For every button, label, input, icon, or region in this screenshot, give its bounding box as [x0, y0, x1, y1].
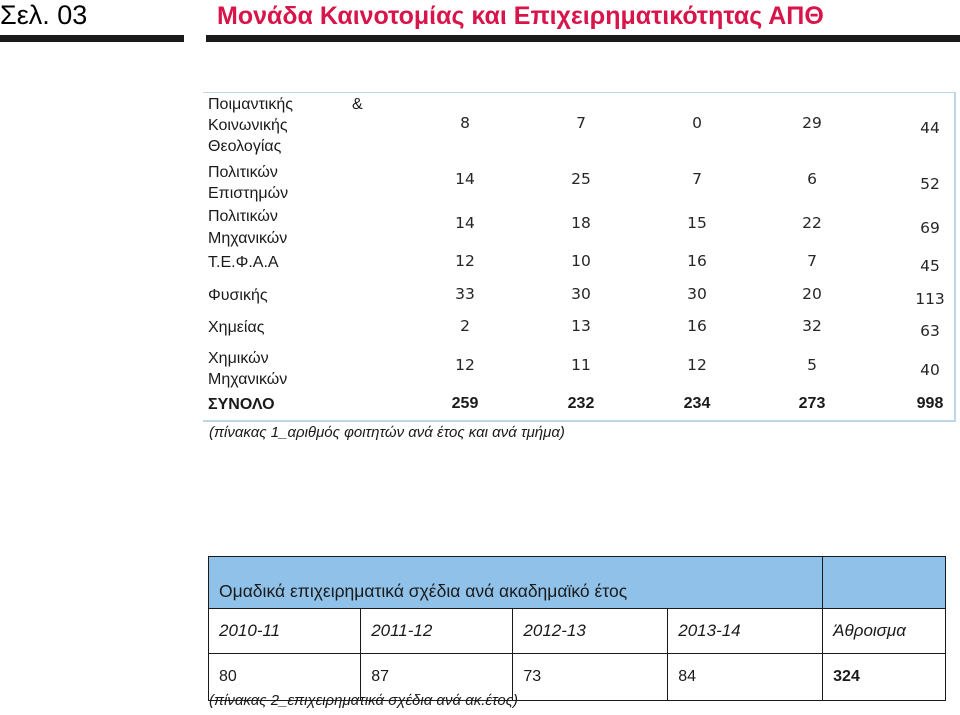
business-plans-table	[208, 556, 946, 701]
row-label: Πολιτικών	[208, 164, 278, 181]
table-cell-sum: 324	[823, 654, 946, 701]
table-cell: 80	[209, 654, 361, 701]
row-label: Θεολογίας	[208, 138, 282, 155]
row-label: Πολιτικών	[208, 208, 278, 225]
row-label: Τ.Ε.Φ.Α.Α	[208, 254, 279, 271]
table-cell: 45	[920, 257, 940, 275]
table-cell: 7	[692, 170, 702, 188]
table-cell: 2013-14	[668, 609, 823, 654]
table-cell: 10	[571, 252, 591, 270]
table-cell: 2011-12	[361, 609, 513, 654]
table-cell: 52	[920, 175, 940, 193]
table-cell: 16	[687, 317, 707, 335]
table-cell: 22	[802, 214, 822, 232]
table-cell: 8	[460, 114, 470, 132]
row-label: Φυσικής	[208, 287, 268, 304]
table-cell: 12	[687, 356, 707, 374]
table-cell: 73	[513, 654, 668, 701]
row-label: &	[352, 96, 363, 113]
table-cell: 30	[571, 285, 591, 303]
table-cell: 273	[798, 395, 826, 412]
table-cell: 14	[455, 170, 475, 188]
table-cell: 32	[802, 317, 822, 335]
table-cell: 14	[455, 214, 475, 232]
table-cell: 5	[807, 356, 817, 374]
table-cell: 12	[455, 356, 475, 374]
table-cell: 87	[361, 654, 513, 701]
table-cell: 40	[920, 361, 940, 379]
table-cell: 13	[571, 317, 591, 335]
table-cell: 2010-11	[209, 609, 361, 654]
table-border	[203, 420, 956, 422]
row-label: Χημείας	[208, 319, 265, 336]
table-cell: 18	[571, 214, 591, 232]
table-cell: 29	[802, 114, 822, 132]
table-header: Ομαδικά επιχειρηματικά σχέδια ανά ακαδημαϊκό έτος	[209, 557, 823, 609]
table-cell: 20	[802, 285, 822, 303]
row-label: Επιστημών	[208, 185, 289, 202]
table-cell: 259	[451, 395, 479, 412]
table-cell: 69	[920, 219, 940, 237]
table-cell: 232	[567, 395, 595, 412]
table-cell: 7	[576, 114, 586, 132]
slide-number: Σελ. 03	[0, 0, 88, 30]
table-cell: 234	[683, 395, 711, 412]
table2-caption: (πίνακας 2_επιχειρηματικά σχέδια ανά ακ.έτος)	[209, 692, 519, 709]
table-cell: 998	[916, 395, 944, 412]
row-label: Χημικών	[208, 350, 269, 367]
table-cell: 63	[920, 322, 940, 340]
row-label: Ποιμαντικής	[208, 96, 293, 113]
table1-caption: (πίνακας 1_αριθμός φοιτητών ανά έτος και ανά τμήμα)	[209, 424, 565, 441]
table-cell: 11	[571, 356, 591, 374]
table-cell: 113	[915, 290, 945, 308]
table-header-empty	[823, 557, 946, 609]
table-cell: 2	[460, 317, 470, 335]
header-rule-left	[0, 35, 184, 42]
row-label: ΣΥΝΟΛΟ	[208, 396, 275, 413]
header-rule-right	[206, 35, 960, 42]
table-cell: 2012-13	[513, 609, 668, 654]
table-cell: 0	[692, 114, 702, 132]
row-label: Κοινωνικής	[208, 117, 288, 134]
table-cell: 33	[455, 285, 475, 303]
page-title: Μονάδα Καινοτομίας και Επιχειρηματικότητας ΑΠΘ	[217, 2, 824, 30]
table-cell: 44	[920, 119, 940, 137]
table-cell: Άθροισμα	[823, 609, 946, 654]
table-cell: 15	[687, 214, 707, 232]
table-cell: 84	[668, 654, 823, 701]
row-label: Μηχανικών	[208, 371, 288, 388]
row-label: Μηχανικών	[208, 230, 288, 247]
table-border	[203, 92, 956, 93]
table-cell: 16	[687, 252, 707, 270]
table-cell: 6	[807, 170, 817, 188]
table-cell: 25	[571, 170, 591, 188]
students-table	[203, 92, 956, 422]
table-cell: 30	[687, 285, 707, 303]
table-cell: 7	[807, 252, 817, 270]
table-cell: 12	[455, 252, 475, 270]
